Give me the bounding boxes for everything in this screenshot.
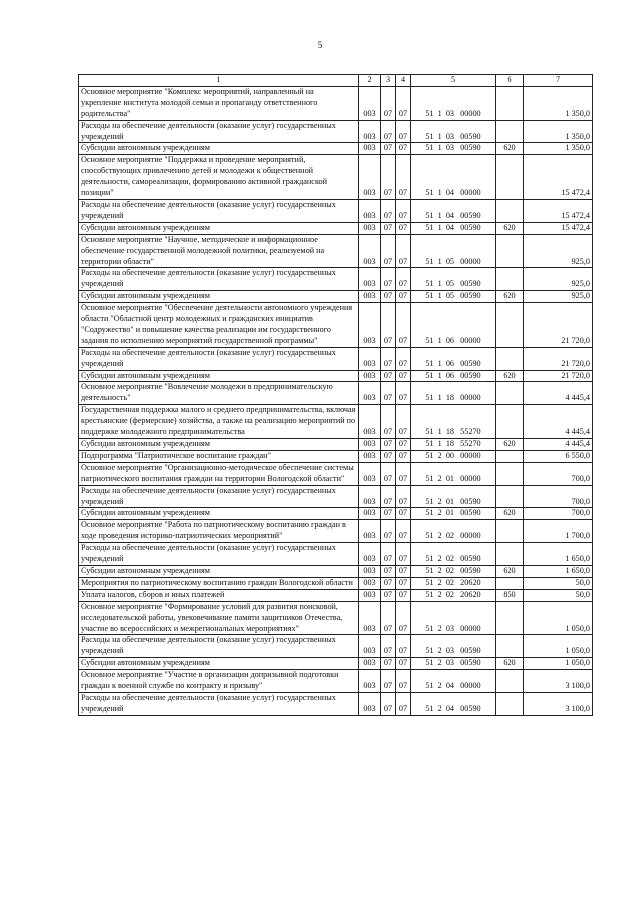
expense-name-cell: Субсидии автономным учреждениям xyxy=(79,291,359,303)
target-code-cell: 51 2 02 20620 xyxy=(411,589,496,601)
header-cell: 7 xyxy=(524,75,593,87)
table-row xyxy=(79,291,593,303)
amount-cell: 700,0 xyxy=(524,508,593,520)
subsection-code-cell: 07 xyxy=(396,347,411,370)
ministry-code-cell: 003 xyxy=(359,120,381,143)
subsection-code-cell: 07 xyxy=(396,601,411,635)
expense-name-cell: Основное мероприятие "Научное, методическое и информационное обеспечение государственной молодежной политики, реализуемой на территории области" xyxy=(79,234,359,268)
expense-type-cell xyxy=(496,155,524,200)
ministry-code-cell: 003 xyxy=(359,485,381,508)
amount-cell: 925,0 xyxy=(524,291,593,303)
ministry-code-cell: 003 xyxy=(359,692,381,715)
expense-name-cell: Основное мероприятие "Вовлечение молодежи в предпринимательскую деятельность" xyxy=(79,382,359,405)
ministry-code-cell: 003 xyxy=(359,450,381,462)
target-code-cell: 51 2 00 00000 xyxy=(411,450,496,462)
expense-type-cell xyxy=(496,347,524,370)
ministry-code-cell: 003 xyxy=(359,143,381,155)
target-code-cell: 51 2 04 00000 xyxy=(411,670,496,693)
ministry-code-cell: 003 xyxy=(359,439,381,451)
ministry-code-cell: 003 xyxy=(359,291,381,303)
ministry-code-cell: 003 xyxy=(359,601,381,635)
ministry-code-cell: 003 xyxy=(359,543,381,566)
header-cell: 6 xyxy=(496,75,524,87)
ministry-code-cell: 003 xyxy=(359,635,381,658)
table-row xyxy=(79,155,593,200)
subsection-code-cell: 07 xyxy=(396,565,411,577)
table-row xyxy=(79,485,593,508)
target-code-cell: 51 2 01 00590 xyxy=(411,485,496,508)
section-code-cell: 07 xyxy=(381,658,396,670)
subsection-code-cell: 07 xyxy=(396,520,411,543)
expense-name-cell: Расходы на обеспечение деятельности (оказание услуг) государственных учреждений xyxy=(79,199,359,222)
subsection-code-cell: 07 xyxy=(396,268,411,291)
subsection-code-cell: 07 xyxy=(396,155,411,200)
header-cell: 3 xyxy=(381,75,396,87)
amount-cell: 3 100,0 xyxy=(524,692,593,715)
amount-cell: 4 445,4 xyxy=(524,382,593,405)
table-row xyxy=(79,577,593,589)
amount-cell: 15 472,4 xyxy=(524,155,593,200)
section-code-cell: 07 xyxy=(381,670,396,693)
section-code-cell: 07 xyxy=(381,405,396,439)
target-code-cell: 51 1 18 55270 xyxy=(411,439,496,451)
target-code-cell: 51 2 02 00000 xyxy=(411,520,496,543)
subsection-code-cell: 07 xyxy=(396,670,411,693)
amount-cell: 1 350,0 xyxy=(524,143,593,155)
expense-type-cell xyxy=(496,120,524,143)
table-row xyxy=(79,143,593,155)
amount-cell: 50,0 xyxy=(524,577,593,589)
expense-name-cell: Государственная поддержка малого и среднего предпринимательства, включая крестьянские (фермерские) хозяйства, а также на реализацию мероприятий по поддержке молодежного предпринимательства xyxy=(79,405,359,439)
table-row xyxy=(79,268,593,291)
expense-name-cell: Мероприятия по патриотическому воспитанию граждан Вологодской области xyxy=(79,577,359,589)
expense-type-cell xyxy=(496,450,524,462)
section-code-cell: 07 xyxy=(381,222,396,234)
table-row xyxy=(79,450,593,462)
expense-type-cell: 620 xyxy=(496,222,524,234)
amount-cell: 1 650,0 xyxy=(524,565,593,577)
ministry-code-cell: 003 xyxy=(359,234,381,268)
ministry-code-cell: 003 xyxy=(359,347,381,370)
subsection-code-cell: 07 xyxy=(396,692,411,715)
expense-type-cell: 620 xyxy=(496,291,524,303)
table-header-row xyxy=(79,75,593,87)
ministry-code-cell: 003 xyxy=(359,520,381,543)
amount-cell: 21 720,0 xyxy=(524,370,593,382)
expense-type-cell xyxy=(496,462,524,485)
ministry-code-cell: 003 xyxy=(359,155,381,200)
target-code-cell: 51 2 02 20620 xyxy=(411,577,496,589)
target-code-cell: 51 1 05 00000 xyxy=(411,234,496,268)
section-code-cell: 07 xyxy=(381,543,396,566)
section-code-cell: 07 xyxy=(381,143,396,155)
section-code-cell: 07 xyxy=(381,520,396,543)
section-code-cell: 07 xyxy=(381,565,396,577)
table-row xyxy=(79,370,593,382)
subsection-code-cell: 07 xyxy=(396,86,411,120)
ministry-code-cell: 003 xyxy=(359,370,381,382)
subsection-code-cell: 07 xyxy=(396,485,411,508)
section-code-cell: 07 xyxy=(381,462,396,485)
subsection-code-cell: 07 xyxy=(396,143,411,155)
table-row xyxy=(79,520,593,543)
section-code-cell: 07 xyxy=(381,347,396,370)
expense-name-cell: Субсидии автономным учреждениям xyxy=(79,658,359,670)
expense-type-cell xyxy=(496,268,524,291)
target-code-cell: 51 1 04 00590 xyxy=(411,222,496,234)
ministry-code-cell: 003 xyxy=(359,577,381,589)
amount-cell: 1 050,0 xyxy=(524,601,593,635)
amount-cell: 1 350,0 xyxy=(524,86,593,120)
subsection-code-cell: 07 xyxy=(396,405,411,439)
ministry-code-cell: 003 xyxy=(359,670,381,693)
table-row xyxy=(79,589,593,601)
section-code-cell: 07 xyxy=(381,601,396,635)
subsection-code-cell: 07 xyxy=(396,450,411,462)
expense-name-cell: Расходы на обеспечение деятельности (оказание услуг) государственных учреждений xyxy=(79,635,359,658)
ministry-code-cell: 003 xyxy=(359,658,381,670)
target-code-cell: 51 1 18 00000 xyxy=(411,382,496,405)
expense-name-cell: Основное мероприятие "Организационно-методическое обеспечение системы патриотического воспитания граждан на территории Вологодской области" xyxy=(79,462,359,485)
table-row xyxy=(79,199,593,222)
section-code-cell: 07 xyxy=(381,485,396,508)
target-code-cell: 51 1 06 00590 xyxy=(411,370,496,382)
target-code-cell: 51 2 03 00590 xyxy=(411,635,496,658)
expense-type-cell xyxy=(496,199,524,222)
expense-name-cell: Подпрограмма "Патриотическое воспитание граждан" xyxy=(79,450,359,462)
target-code-cell: 51 2 01 00000 xyxy=(411,462,496,485)
expense-type-cell xyxy=(496,601,524,635)
table-row xyxy=(79,439,593,451)
expense-type-cell xyxy=(496,86,524,120)
table-row xyxy=(79,658,593,670)
expense-type-cell xyxy=(496,692,524,715)
table-row xyxy=(79,543,593,566)
table-row xyxy=(79,347,593,370)
target-code-cell: 51 1 18 55270 xyxy=(411,405,496,439)
amount-cell: 1 050,0 xyxy=(524,635,593,658)
ministry-code-cell: 003 xyxy=(359,268,381,291)
subsection-code-cell: 07 xyxy=(396,635,411,658)
amount-cell: 4 445,4 xyxy=(524,405,593,439)
expense-name-cell: Основное мероприятие "Обеспечение деятельности автономного учреждения области "Областной центр молодежных и гражданских инициатив "Содружество" и повышение качества реализации им государственного задания по исполнению мероприятий государственной программы" xyxy=(79,303,359,348)
subsection-code-cell: 07 xyxy=(396,543,411,566)
expense-type-cell xyxy=(496,405,524,439)
subsection-code-cell: 07 xyxy=(396,382,411,405)
amount-cell: 1 350,0 xyxy=(524,120,593,143)
amount-cell: 1 050,0 xyxy=(524,658,593,670)
ministry-code-cell: 003 xyxy=(359,382,381,405)
amount-cell: 21 720,0 xyxy=(524,347,593,370)
section-code-cell: 07 xyxy=(381,234,396,268)
ministry-code-cell: 003 xyxy=(359,462,381,485)
target-code-cell: 51 2 01 00590 xyxy=(411,508,496,520)
section-code-cell: 07 xyxy=(381,635,396,658)
table-row xyxy=(79,120,593,143)
table-row xyxy=(79,508,593,520)
table-row xyxy=(79,670,593,693)
expense-name-cell: Субсидии автономным учреждениям xyxy=(79,143,359,155)
header-cell: 2 xyxy=(359,75,381,87)
target-code-cell: 51 1 06 00000 xyxy=(411,303,496,348)
section-code-cell: 07 xyxy=(381,86,396,120)
target-code-cell: 51 2 02 00590 xyxy=(411,565,496,577)
expense-name-cell: Субсидии автономным учреждениям xyxy=(79,508,359,520)
section-code-cell: 07 xyxy=(381,692,396,715)
expense-name-cell: Субсидии автономным учреждениям xyxy=(79,222,359,234)
amount-cell: 1 700,0 xyxy=(524,520,593,543)
expense-type-cell xyxy=(496,234,524,268)
section-code-cell: 07 xyxy=(381,120,396,143)
ministry-code-cell: 003 xyxy=(359,508,381,520)
expense-name-cell: Основное мероприятие "Поддержка и проведение мероприятий, способствующих привлечению детей и молодежи к общественной деятельности, самореализации, формированию активной гражданской позиции" xyxy=(79,155,359,200)
amount-cell: 3 100,0 xyxy=(524,670,593,693)
table-row xyxy=(79,692,593,715)
subsection-code-cell: 07 xyxy=(396,199,411,222)
expense-name-cell: Расходы на обеспечение деятельности (оказание услуг) государственных учреждений xyxy=(79,347,359,370)
target-code-cell: 51 1 05 00590 xyxy=(411,291,496,303)
header-cell: 5 xyxy=(411,75,496,87)
subsection-code-cell: 07 xyxy=(396,370,411,382)
section-code-cell: 07 xyxy=(381,450,396,462)
subsection-code-cell: 07 xyxy=(396,120,411,143)
expense-type-cell xyxy=(496,670,524,693)
section-code-cell: 07 xyxy=(381,199,396,222)
table-row xyxy=(79,405,593,439)
expense-name-cell: Основное мероприятие "Участие в организации допризывной подготовки граждан к военной службе по контракту и призыву" xyxy=(79,670,359,693)
subsection-code-cell: 07 xyxy=(396,462,411,485)
table-row xyxy=(79,86,593,120)
table-row xyxy=(79,303,593,348)
expense-type-cell: 620 xyxy=(496,565,524,577)
expense-name-cell: Расходы на обеспечение деятельности (оказание услуг) государственных учреждений xyxy=(79,268,359,291)
table-row xyxy=(79,462,593,485)
expense-name-cell: Субсидии автономным учреждениям xyxy=(79,565,359,577)
table-row xyxy=(79,382,593,405)
amount-cell: 700,0 xyxy=(524,485,593,508)
expense-type-cell: 850 xyxy=(496,589,524,601)
header-cell: 1 xyxy=(79,75,359,87)
expense-name-cell: Основное мероприятие "Работа по патриотическому воспитанию граждан в ходе проведения историко-патриотических мероприятий" xyxy=(79,520,359,543)
target-code-cell: 51 1 03 00590 xyxy=(411,143,496,155)
expense-type-cell: 620 xyxy=(496,508,524,520)
table-row xyxy=(79,222,593,234)
expense-name-cell: Основное мероприятие "Формирование условий для развития поисковой, исследовательской работы, увековечивание памяти защитников Отечества, участие во всероссийских и межрегиональных мероприятиях" xyxy=(79,601,359,635)
expense-type-cell xyxy=(496,577,524,589)
target-code-cell: 51 1 04 00000 xyxy=(411,155,496,200)
amount-cell: 4 445,4 xyxy=(524,439,593,451)
subsection-code-cell: 07 xyxy=(396,658,411,670)
section-code-cell: 07 xyxy=(381,439,396,451)
expense-type-cell: 620 xyxy=(496,439,524,451)
table-row xyxy=(79,234,593,268)
amount-cell: 50,0 xyxy=(524,589,593,601)
header-cell: 4 xyxy=(396,75,411,87)
section-code-cell: 07 xyxy=(381,589,396,601)
ministry-code-cell: 003 xyxy=(359,222,381,234)
expense-type-cell xyxy=(496,635,524,658)
amount-cell: 925,0 xyxy=(524,234,593,268)
section-code-cell: 07 xyxy=(381,268,396,291)
expense-name-cell: Расходы на обеспечение деятельности (оказание услуг) государственных учреждений xyxy=(79,485,359,508)
target-code-cell: 51 2 02 00590 xyxy=(411,543,496,566)
expense-name-cell: Расходы на обеспечение деятельности (оказание услуг) государственных учреждений xyxy=(79,543,359,566)
amount-cell: 925,0 xyxy=(524,268,593,291)
expense-name-cell: Субсидии автономным учреждениям xyxy=(79,370,359,382)
table-body xyxy=(79,86,593,715)
expense-name-cell: Субсидии автономным учреждениям xyxy=(79,439,359,451)
ministry-code-cell: 003 xyxy=(359,86,381,120)
target-code-cell: 51 1 03 00590 xyxy=(411,120,496,143)
subsection-code-cell: 07 xyxy=(396,439,411,451)
amount-cell: 1 650,0 xyxy=(524,543,593,566)
ministry-code-cell: 003 xyxy=(359,405,381,439)
target-code-cell: 51 1 06 00590 xyxy=(411,347,496,370)
amount-cell: 15 472,4 xyxy=(524,222,593,234)
target-code-cell: 51 1 04 00590 xyxy=(411,199,496,222)
amount-cell: 15 472,4 xyxy=(524,199,593,222)
target-code-cell: 51 2 03 00590 xyxy=(411,658,496,670)
section-code-cell: 07 xyxy=(381,577,396,589)
expense-name-cell: Расходы на обеспечение деятельности (оказание услуг) государственных учреждений xyxy=(79,692,359,715)
expense-name-cell: Расходы на обеспечение деятельности (оказание услуг) государственных учреждений xyxy=(79,120,359,143)
expense-type-cell xyxy=(496,543,524,566)
target-code-cell: 51 2 04 00590 xyxy=(411,692,496,715)
section-code-cell: 07 xyxy=(381,508,396,520)
target-code-cell: 51 1 03 00000 xyxy=(411,86,496,120)
subsection-code-cell: 07 xyxy=(396,508,411,520)
expense-type-cell: 620 xyxy=(496,370,524,382)
amount-cell: 6 550,0 xyxy=(524,450,593,462)
target-code-cell: 51 2 03 00000 xyxy=(411,601,496,635)
ministry-code-cell: 003 xyxy=(359,565,381,577)
section-code-cell: 07 xyxy=(381,370,396,382)
ministry-code-cell: 003 xyxy=(359,303,381,348)
table-row xyxy=(79,635,593,658)
expense-name-cell: Уплата налогов, сборов и иных платежей xyxy=(79,589,359,601)
section-code-cell: 07 xyxy=(381,155,396,200)
amount-cell: 21 720,0 xyxy=(524,303,593,348)
expense-type-cell xyxy=(496,520,524,543)
expense-type-cell xyxy=(496,382,524,405)
subsection-code-cell: 07 xyxy=(396,577,411,589)
table-row xyxy=(79,601,593,635)
section-code-cell: 07 xyxy=(381,303,396,348)
table-row xyxy=(79,565,593,577)
target-code-cell: 51 1 05 00590 xyxy=(411,268,496,291)
ministry-code-cell: 003 xyxy=(359,199,381,222)
page-number: 5 xyxy=(317,40,323,50)
section-code-cell: 07 xyxy=(381,291,396,303)
subsection-code-cell: 07 xyxy=(396,222,411,234)
budget-table xyxy=(78,74,593,716)
ministry-code-cell: 003 xyxy=(359,589,381,601)
subsection-code-cell: 07 xyxy=(396,303,411,348)
subsection-code-cell: 07 xyxy=(396,291,411,303)
expense-type-cell xyxy=(496,303,524,348)
section-code-cell: 07 xyxy=(381,382,396,405)
expense-type-cell: 620 xyxy=(496,143,524,155)
expense-type-cell xyxy=(496,485,524,508)
expense-name-cell: Основное мероприятие "Комплекс мероприятий, направленный на укрепление института молодой семьи и пропаганду ответственного родительства" xyxy=(79,86,359,120)
amount-cell: 700,0 xyxy=(524,462,593,485)
subsection-code-cell: 07 xyxy=(396,234,411,268)
subsection-code-cell: 07 xyxy=(396,589,411,601)
expense-type-cell: 620 xyxy=(496,658,524,670)
